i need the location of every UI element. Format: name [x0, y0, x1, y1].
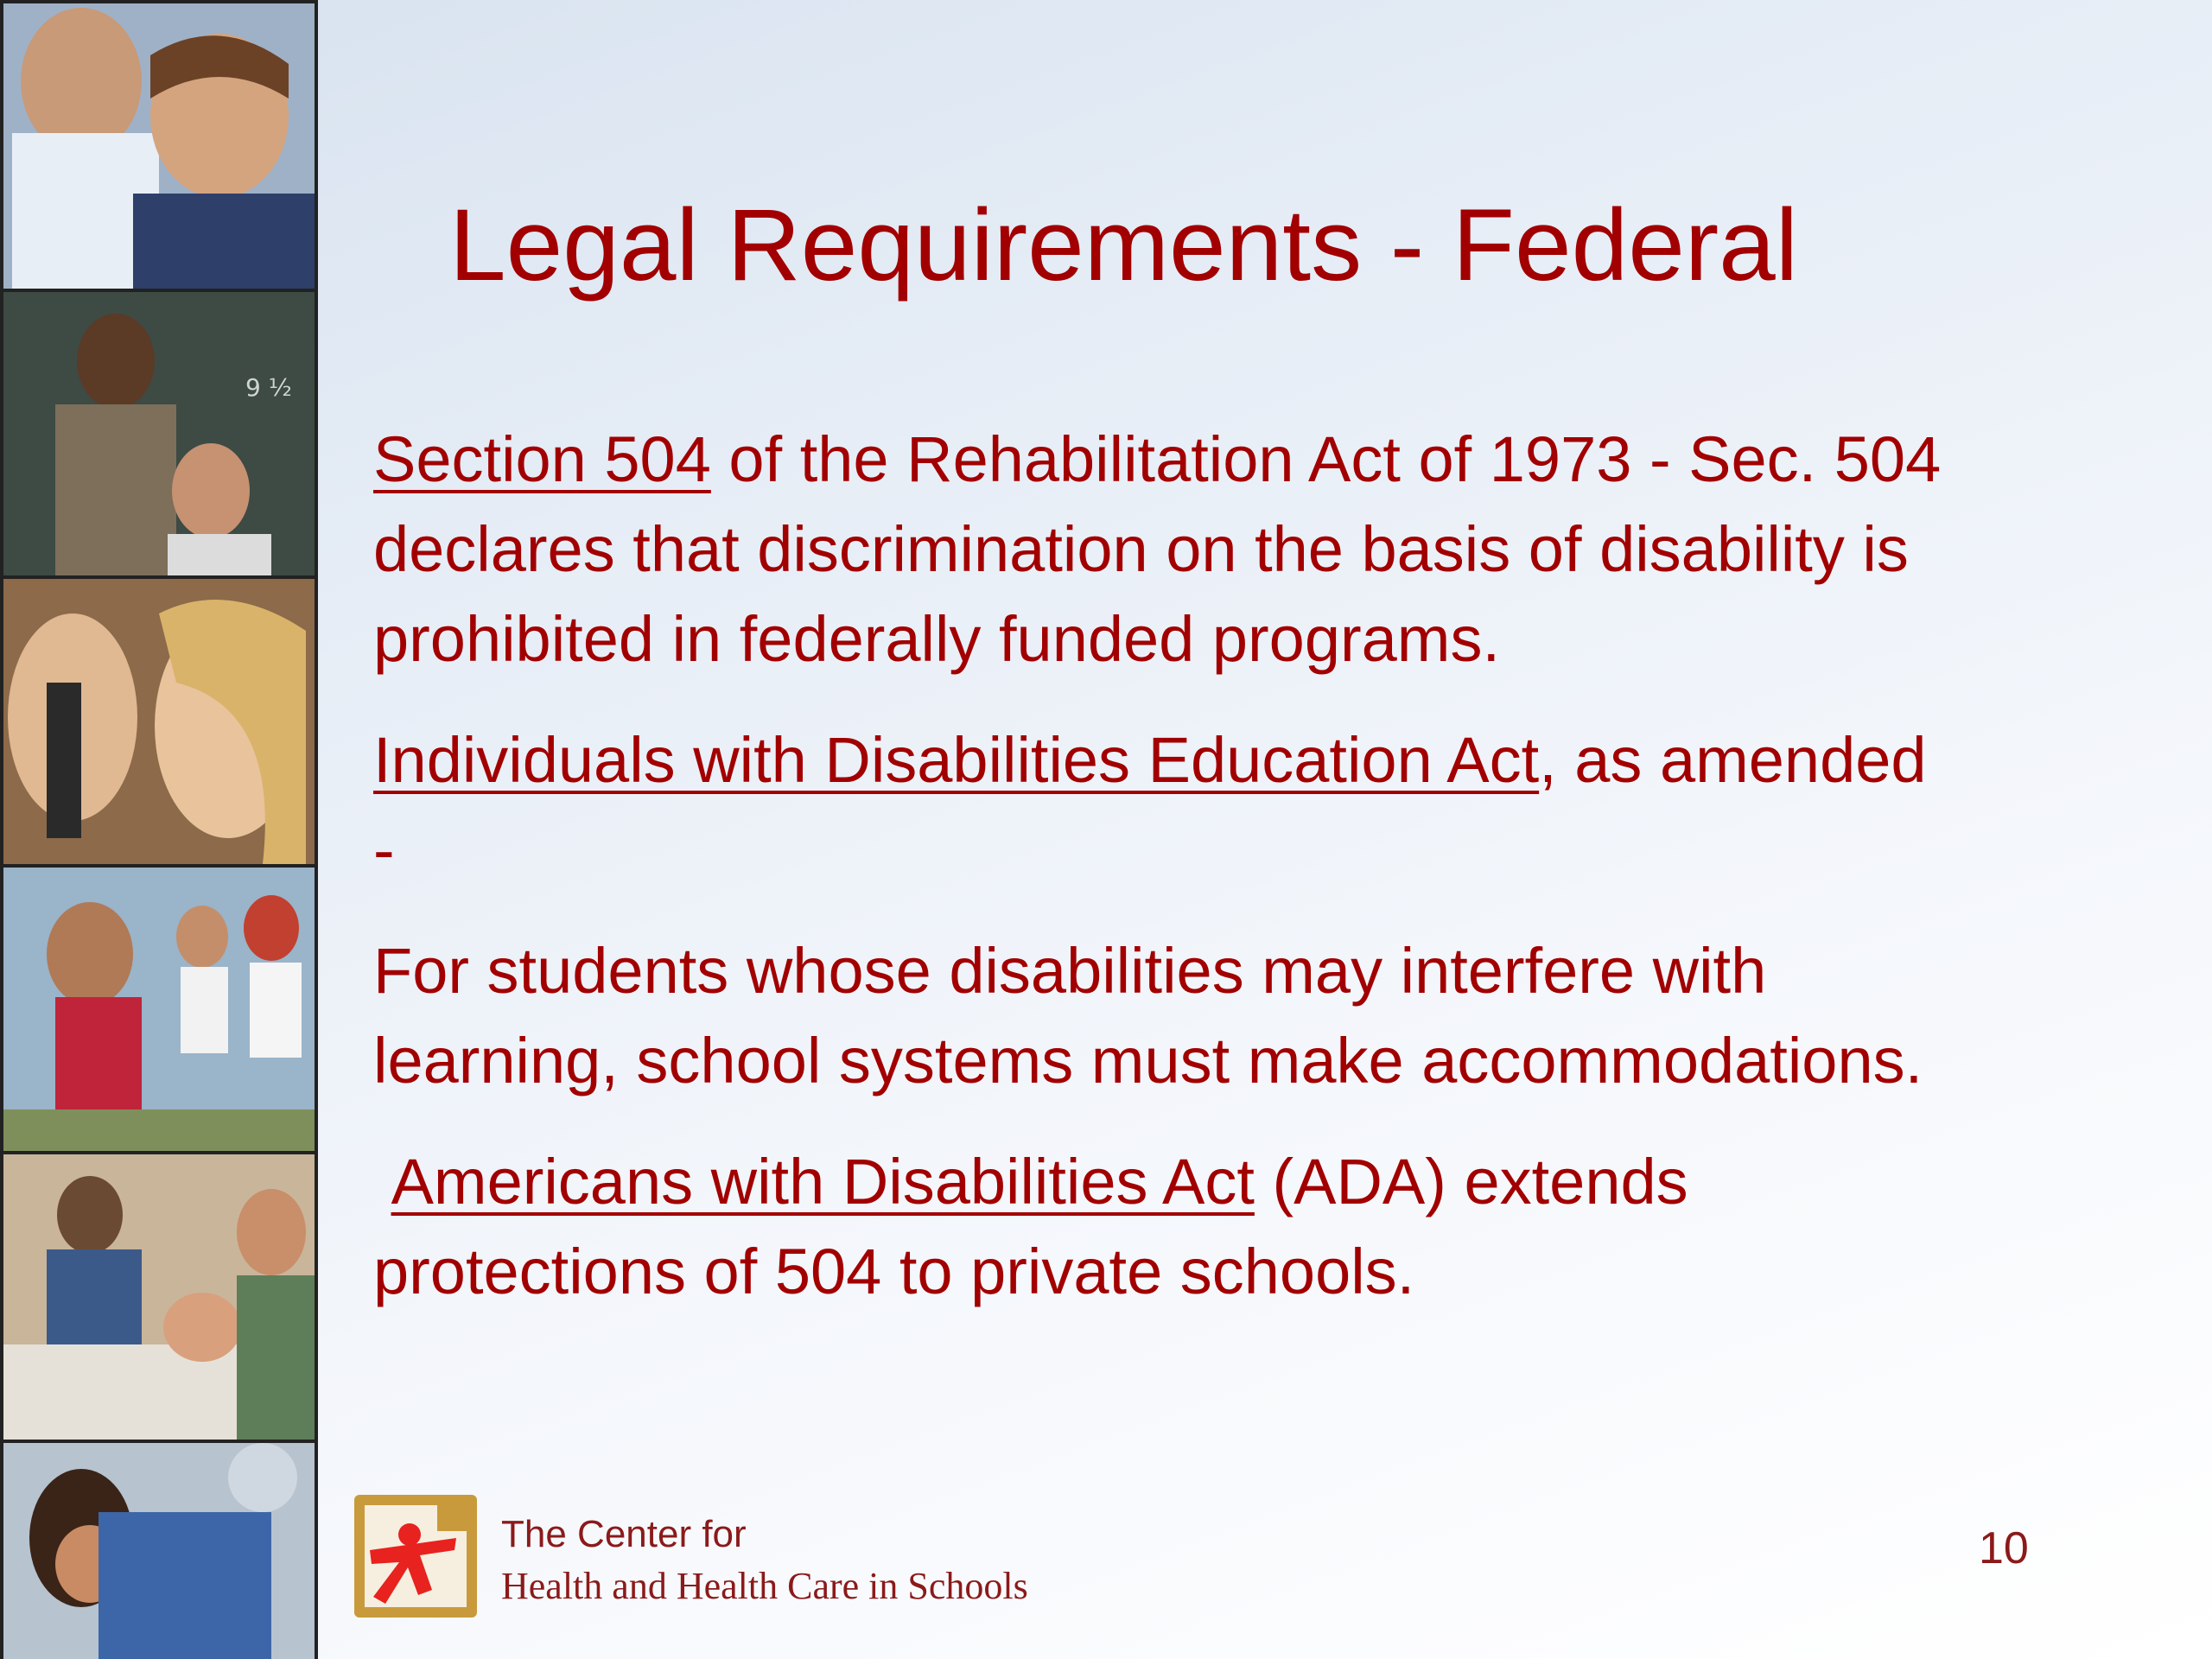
photo-kids-playing: [3, 868, 315, 1151]
p4-text-line2: protections of 504 to private schools.: [373, 1236, 1415, 1307]
p3-text-line2: learning, school systems must make accommodations.: [373, 1025, 1923, 1096]
slide-body: [373, 415, 2188, 1348]
page-number: 10: [1979, 1523, 2029, 1573]
svg-text:9 ½: 9 ½: [245, 373, 292, 402]
org-name-line2: Health and Health Care in Schools: [501, 1565, 1028, 1607]
p2-text: , as amended: [1539, 724, 1927, 796]
p1-text-line3: prohibited in federally funded programs.: [373, 603, 1500, 675]
idea-link[interactable]: Individuals with Disabilities Education Act: [373, 724, 1540, 796]
photo-collage-strip: [0, 0, 318, 1659]
p3-text-line1: For students whose disabilities may interfere with: [373, 935, 1767, 1007]
p1-text-line1: of the Rehabilitation Act of 1973 - Sec. 504: [710, 423, 1942, 495]
paragraph-idea: [373, 715, 2188, 895]
paragraph-section-504: [373, 415, 2188, 684]
organization-name: [501, 1510, 1028, 1614]
photo-girl-reading: [3, 1443, 315, 1659]
paragraph-ada: [373, 1137, 2188, 1317]
section-504-link[interactable]: Section 504: [373, 423, 711, 495]
photo-microscope-girls: [3, 579, 315, 864]
center-logo-icon: [353, 1493, 479, 1619]
paragraph-accommodations: [373, 926, 2188, 1106]
slide-title: Legal Requirements - Federal: [449, 188, 1799, 302]
photo-chalkboard-student: [3, 292, 315, 575]
p2-dash: -: [373, 814, 395, 886]
ada-link[interactable]: Americans with Disabilities Act: [391, 1146, 1255, 1217]
photo-doctor-exam: [3, 3, 315, 289]
photo-nurse-office: [3, 1154, 315, 1440]
p1-text-line2: declares that discrimination on the basis of disability is: [373, 513, 1909, 585]
p4-text-line1: (ADA) extends: [1254, 1146, 1688, 1217]
org-name-line1: The Center for: [501, 1513, 747, 1555]
